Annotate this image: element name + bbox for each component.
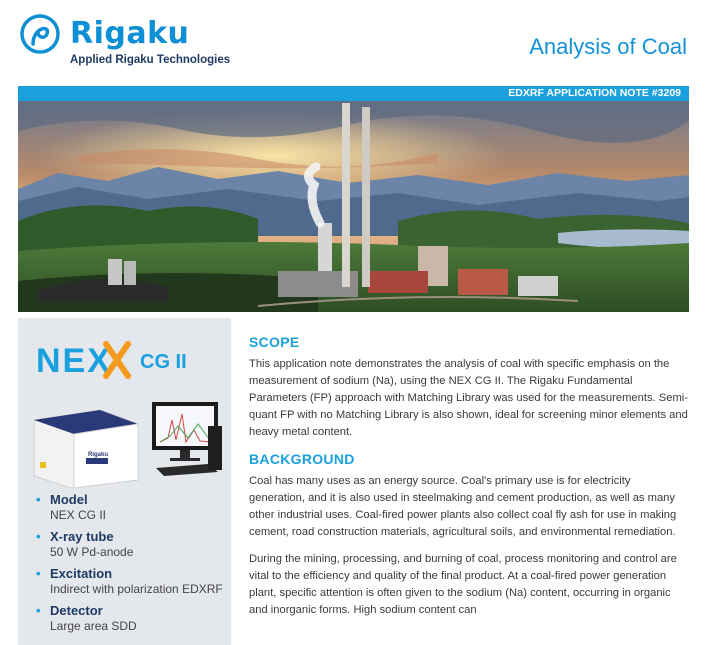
spec-list (36, 492, 226, 640)
page-header (0, 0, 705, 82)
product-sidebar (18, 318, 231, 645)
spec-label: • Detector (50, 603, 103, 618)
instrument-badge: Rigaku (88, 452, 109, 458)
brand-logo-text: Rigaku (70, 16, 190, 51)
document-title: Analysis of Coal (529, 34, 687, 59)
spec-item-model (36, 492, 226, 523)
spec-item-excitation (36, 566, 226, 597)
spec-value: NEX CG II (50, 508, 107, 522)
background-heading: BACKGROUND (249, 451, 355, 467)
spec-label: • Model (50, 492, 88, 507)
spec-label: • X-ray tube (50, 529, 114, 544)
main-content (249, 334, 689, 629)
scope-heading: SCOPE (249, 334, 300, 350)
product-name-big: NEX (36, 342, 112, 380)
background-paragraph-1: Coal has many uses as an energy source. Coal's primary use is for electricity generation, and it is also used in steelmaking and cement production, as well as many other industrial uses. Coal-fired power plants also collect coal fly ash for use in making cement, road construction materials, agricultural soils, and environmental remediation. (249, 475, 677, 538)
spec-item-detector (36, 603, 226, 634)
brand-subtitle: Applied Rigaku Technologies (70, 54, 231, 66)
spec-value: 50 W Pd-anode (50, 545, 134, 559)
application-note-bar: EDXRF APPLICATION NOTE #3209 (18, 86, 689, 101)
spec-value: Large area SDD (50, 619, 137, 633)
spec-item-xray-tube (36, 529, 226, 560)
product-name-small: CG II (140, 351, 187, 373)
hero-photo-power-plant (18, 101, 689, 312)
rigaku-swirl-icon (20, 14, 60, 54)
nex-cg-ii-logo (36, 338, 216, 382)
background-paragraph-2: During the mining, processing, and burning of coal, process monitoring and control are vital to the efficiency and quality of the final product. At a coal-fired power generation plant, specific attention is often given to the sodium (Na) content, occurring in organic and inorganic forms. High sodium content can (249, 553, 677, 616)
spec-label: • Excitation (50, 566, 113, 581)
instrument-photo (30, 380, 226, 490)
spec-value: Indirect with polarization EDXRF (50, 582, 223, 596)
scope-paragraph: This application note demonstrates the analysis of coal with specific emphasis on the measurement of sodium (Na), using the NEX CG II. The Rigaku Fundamental Parameters (FP) approach with Matching Library was used for the measurements. Semi-quant FP with no Matching Library is also shown, ideal for screening minor elements and heavy metal content. (249, 358, 688, 438)
